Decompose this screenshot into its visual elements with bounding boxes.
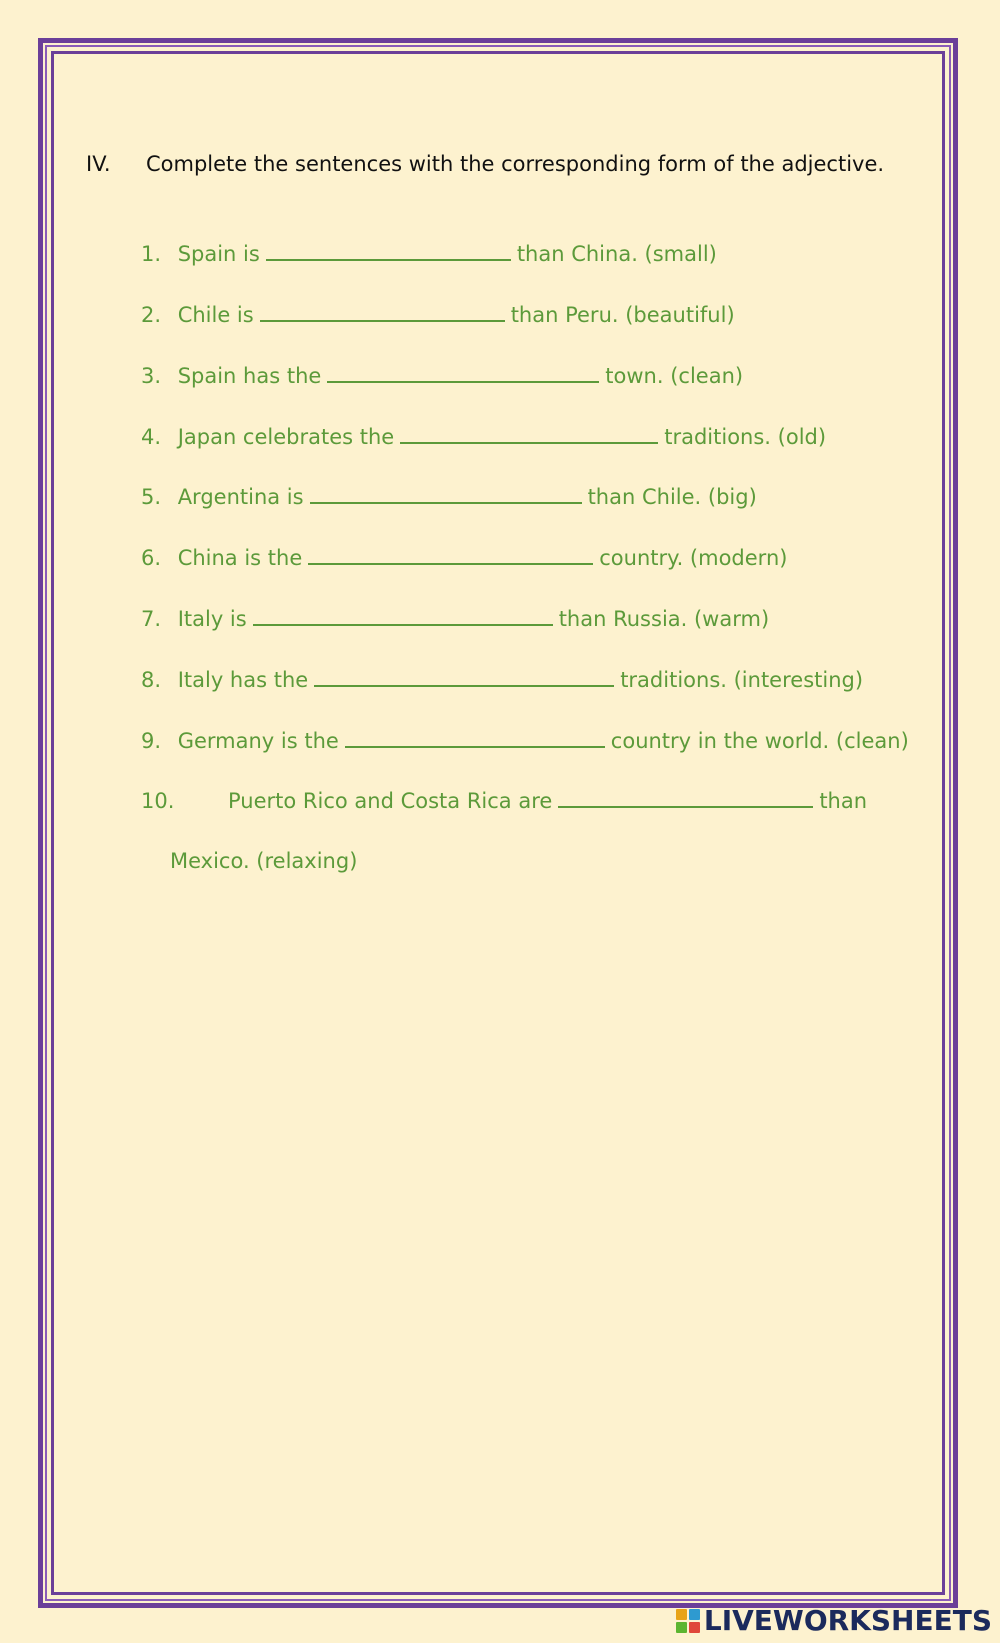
answer-blank[interactable] [310,484,582,504]
item-text-before: Chile is [177,303,254,327]
logo-mark-icon [676,1609,700,1633]
answer-blank[interactable] [266,241,511,261]
exercise-item-4 [141,424,826,449]
item-number: 4. [141,425,162,449]
item-number: 8. [141,668,162,692]
answer-blank[interactable] [327,363,599,383]
answer-blank[interactable] [345,728,605,748]
exercise-item-8 [141,667,863,692]
item-text-before: Germany is the [177,729,339,753]
page-border-inner [51,51,945,1595]
item-text-continuation: Mexico. (relaxing) [170,849,358,873]
item-text-after: country in the world. (clean) [610,729,909,753]
section-number: IV. [86,152,111,176]
item-text-after: than [819,789,868,813]
item-text-before: China is the [177,546,303,570]
item-text-after: than China. (small) [516,242,717,266]
logo-square-i [689,1609,700,1620]
instruction-heading [86,152,884,176]
liveworksheets-logo [676,1604,992,1637]
instruction-text: Complete the sentences with the corresponding form of the adjective. [146,152,885,176]
exercise-item-1 [141,241,717,266]
item-text-after: than Peru. (beautiful) [510,303,735,327]
exercise-item-3 [141,363,743,388]
exercise-item-2 [141,302,735,327]
item-text-before: Argentina is [177,485,304,509]
answer-blank[interactable] [260,302,505,322]
answer-blank[interactable] [308,545,593,565]
item-number: 1. [141,242,162,266]
item-text-before: Puerto Rico and Costa Rica are [228,789,553,813]
logo-square-v [676,1622,687,1633]
item-text-after: country. (modern) [599,546,788,570]
item-text-before: Italy has the [177,668,309,692]
item-number: 10. [141,789,175,813]
logo-text: LIVEWORKSHEETS [703,1604,992,1637]
item-number: 7. [141,607,162,631]
item-number: 9. [141,729,162,753]
item-text-before: Spain is [177,242,260,266]
answer-blank[interactable] [400,424,658,444]
exercise-item-5 [141,484,757,509]
exercise-item-10 [141,788,867,813]
item-text-after: town. (clean) [605,364,744,388]
exercise-item-7 [141,606,769,631]
exercise-item-10-continuation [170,849,357,873]
item-text-before: Japan celebrates the [177,425,395,449]
item-text-after: traditions. (old) [664,425,827,449]
exercise-item-9 [141,728,909,753]
item-number: 2. [141,303,162,327]
item-number: 6. [141,546,162,570]
item-number: 3. [141,364,162,388]
answer-blank[interactable] [558,788,813,808]
exercise-item-6 [141,545,787,570]
logo-square-e [689,1622,700,1633]
item-text-after: than Chile. (big) [587,485,757,509]
item-text-before: Italy is [177,607,247,631]
answer-blank[interactable] [314,667,614,687]
item-text-before: Spain has the [177,364,322,388]
item-number: 5. [141,485,162,509]
answer-blank[interactable] [253,606,553,626]
item-text-after: than Russia. (warm) [558,607,770,631]
item-text-after: traditions. (interesting) [620,668,864,692]
logo-square-l [676,1609,687,1620]
